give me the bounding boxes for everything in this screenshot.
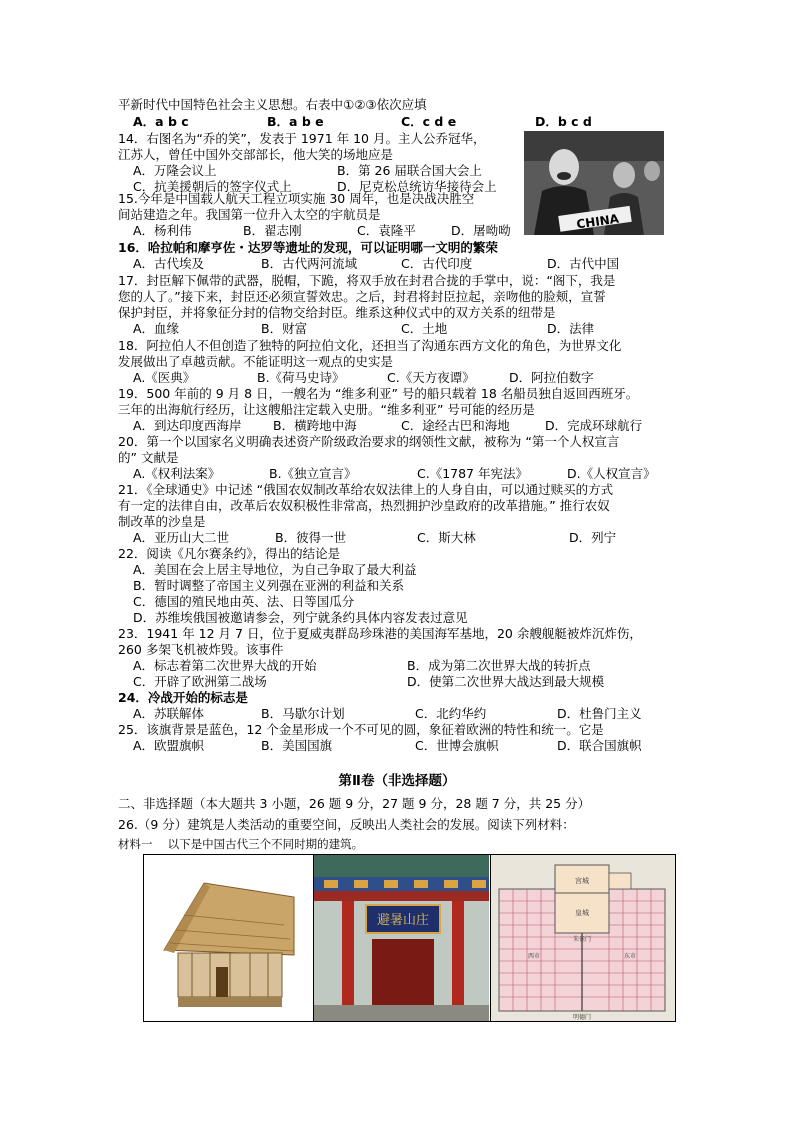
q19-option-c[interactable]: C．途经古巴和海地 — [401, 418, 510, 433]
changan-city-map-drawing — [491, 855, 675, 1021]
q15-option-d[interactable]: D．屠呦呦 — [451, 223, 511, 238]
q17-option-d[interactable]: D．法律 — [547, 321, 595, 336]
q23-option-b[interactable]: B．成为第二次世界大战的转折点 — [407, 658, 591, 673]
q18-option-d[interactable]: D．阿拉伯数字 — [509, 370, 594, 385]
q25-line-1: 25．该旗背景是蓝色，12 个金星形成一个不可见的圆，象征着欧洲的特性和统一。它是 — [118, 722, 604, 737]
q14-option-c[interactable]: C．抗美援朝后的签字仪式上 — [133, 179, 292, 194]
q19-line-1: 19．500 年前的 9 月 8 日，一艘名为 “维多利亚” 号的船只载着 18 名船员独自返回西班牙。 — [118, 386, 639, 401]
q24-option-c[interactable]: C．北约华约 — [415, 706, 487, 721]
q20-option-c[interactable]: C.《1787 年宪法》 — [417, 466, 528, 481]
map-label-mingde-gate: 明德门 — [572, 1014, 592, 1021]
q14-line-2: 江苏人，曾任中国外交部部长，他大笑的场地应是 — [118, 147, 394, 162]
q23-option-a[interactable]: A．标志着第二次世界大战的开始 — [133, 658, 317, 673]
q19-option-b[interactable]: B．横跨地中海 — [273, 418, 357, 433]
q21-option-a[interactable]: A．亚历山大二世 — [133, 530, 230, 545]
q16-options — [133, 256, 693, 272]
q13-option-a[interactable]: A．a b c — [133, 114, 189, 129]
q26-line: 26.（9 分）建筑是人类活动的重要空间，反映出人类社会的发展。阅读下列材料： — [118, 817, 575, 832]
q22-option-d[interactable]: D．苏维埃俄国被邀请参会，列宁就条约具体内容发表过意见 — [133, 610, 468, 625]
summer-resort-gate-image — [314, 855, 491, 1021]
q20-option-b[interactable]: B.《独立宣言》 — [269, 466, 357, 481]
thatched-hut-image — [144, 855, 314, 1021]
q14-option-d[interactable]: D．尼克松总统访华接待会上 — [337, 179, 497, 194]
q23-options — [133, 658, 693, 690]
q20-options — [133, 466, 693, 482]
summer-resort-plaque-text: 避暑山庄 — [376, 913, 430, 928]
map-label-west-market: 西市 — [527, 953, 541, 960]
q17-line-3: 保护封臣，并将象征分封的信物交给封臣。维系这种仪式中的双方关系的纽带是 — [118, 305, 556, 320]
q14-option-b[interactable]: B．第 26 届联合国大会上 — [337, 163, 482, 178]
q21-option-c[interactable]: C．斯大林 — [417, 530, 476, 545]
q16-line-1: 16．哈拉帕和摩亨佐・达罗等遗址的发现，可以证明哪一文明的繁荣 — [118, 240, 498, 255]
q25-options — [133, 738, 693, 754]
q24-option-a[interactable]: A．苏联解体 — [133, 706, 205, 721]
q20-option-d[interactable]: D.《人权宣言》 — [567, 466, 656, 481]
q19-options — [133, 418, 693, 434]
q17-option-b[interactable]: B．财富 — [261, 321, 308, 336]
q19-option-d[interactable]: D．完成环球航行 — [545, 418, 643, 433]
q25-option-d[interactable]: D．联合国旗帜 — [557, 738, 642, 753]
q25-option-a[interactable]: A．欧盟旗帜 — [133, 738, 205, 753]
q17-option-c[interactable]: C．土地 — [401, 321, 448, 336]
q17-line-2: 您的人了。”接下来，封臣还必须宣誓效忠。之后，封君将封臣拉起，亲吻他的脸颊，宣誓 — [118, 289, 606, 304]
q16-option-c[interactable]: C．古代印度 — [401, 256, 473, 271]
q18-option-b[interactable]: B.《荷马史诗》 — [257, 370, 345, 385]
map-label-east-market: 东市 — [623, 953, 637, 960]
thatched-hut-drawing — [144, 855, 312, 1021]
building-images-frame — [143, 854, 676, 1022]
changan-city-map-image — [491, 855, 675, 1021]
q15-line-1: 15.今年是中国载人航天工程立项实施 30 周年，也是决战决胜空 — [118, 191, 475, 206]
q24-option-b[interactable]: B．马歇尔计划 — [261, 706, 345, 721]
q18-option-c[interactable]: C.《天方夜谭》 — [387, 370, 475, 385]
q16-option-b[interactable]: B．古代两河流域 — [261, 256, 358, 271]
q17-options — [133, 321, 693, 337]
map-label-zhuque-gate: 朱雀门 — [572, 936, 592, 943]
q15-option-c[interactable]: C．袁隆平 — [357, 223, 416, 238]
part2-title: 第Ⅱ卷（非选择题） — [338, 773, 456, 789]
q23-option-d[interactable]: D．使第二次世界大战达到最大规模 — [407, 674, 605, 689]
china-sign-text: CHINA — [575, 211, 620, 232]
q23-option-c[interactable]: C．开辟了欧洲第二战场 — [133, 674, 267, 689]
q20-option-a[interactable]: A.《权利法案》 — [133, 466, 221, 481]
q16-option-d[interactable]: D．古代中国 — [547, 256, 620, 271]
intro-line: 平新时代中国特色社会主义思想。右表中①②③依次应填 — [118, 97, 427, 112]
q21-option-b[interactable]: B．彼得一世 — [275, 530, 347, 545]
q18-options — [133, 370, 693, 386]
q21-line-3: 制改革的沙皇是 — [118, 514, 206, 529]
q13-options — [133, 114, 693, 130]
q25-option-c[interactable]: C．世博会旗帜 — [415, 738, 499, 753]
q14-option-a[interactable]: A．万隆会议上 — [133, 163, 217, 178]
q21-line-2: 有一定的法律自由，改革后农奴积极性非常高，热烈拥护沙皇政府的改革措施。” 推行农奴 — [118, 498, 610, 513]
q22-option-c[interactable]: C．德国的殖民地由英、法、日等国瓜分 — [133, 594, 355, 609]
summer-resort-gate-drawing — [314, 855, 489, 1021]
q22-option-a[interactable]: A．美国在会上居主导地位，为自己争取了最大利益 — [133, 562, 417, 577]
q22-option-b[interactable]: B．暂时调整了帝国主义列强在亚洲的利益和关系 — [133, 578, 405, 593]
q23-line-2: 260 多架飞机被炸毁。该事件 — [118, 642, 284, 657]
q23-line-1: 23．1941 年 12 月 7 日，位于夏威夷群岛珍珠港的美国海军基地，20 余艘舰艇被炸沉炸伤， — [118, 626, 642, 641]
q14-line-1: 14．右图名为“乔的笑”，发表于 1971 年 10 月。主人公乔冠华， — [118, 131, 486, 146]
q17-line-1: 17．封臣解下佩带的武器，脱帽，下跪，将双手放在封君合拢的手掌中，说：“阁下，我是 — [118, 273, 616, 288]
q15-option-a[interactable]: A．杨利伟 — [133, 223, 192, 238]
q21-line-1: 21．《全球通史》中记述 “俄国农奴制改革给农奴法律上的人身自由，可以通过赎买的方式 — [118, 482, 614, 497]
map-label-palace-city: 宫城 — [575, 877, 589, 885]
q19-option-a[interactable]: A．到达印度西海岸 — [133, 418, 242, 433]
q21-options — [133, 530, 693, 546]
q15-line-2: 间站建造之年。我国第一位升入太空的宇航员是 — [118, 207, 381, 222]
q15-options — [133, 223, 653, 239]
q13-option-c[interactable]: C．c d e — [401, 114, 457, 129]
q17-option-a[interactable]: A．血缘 — [133, 321, 180, 336]
q22-line-1: 22．阅读《凡尔赛条约》，得出的结论是 — [118, 546, 341, 561]
q25-option-b[interactable]: B．美国国旗 — [261, 738, 333, 753]
q18-line-2: 发展做出了卓越贡献。不能证明这一观点的史实是 — [118, 354, 394, 369]
q16-option-a[interactable]: A．古代埃及 — [133, 256, 205, 271]
material1-caption: 材料一 以下是中国古代三个不同时期的建筑。 — [118, 837, 364, 851]
q13-option-d[interactable]: D．b c d — [535, 114, 592, 129]
q18-line-1: 18．阿拉伯人不但创造了独特的阿拉伯文化，还担当了沟通东西方文化的角色，为世界文化 — [118, 338, 622, 353]
qiao-laugh-photo-drawing — [524, 131, 664, 235]
q24-option-d[interactable]: D．杜鲁门主义 — [557, 706, 642, 721]
q18-option-a[interactable]: A.《医典》 — [133, 370, 196, 385]
q20-line-2: 的” 文献是 — [118, 450, 179, 465]
map-label-imperial-city: 皇城 — [575, 909, 589, 917]
qiao-laugh-photo — [524, 131, 664, 235]
q15-option-b[interactable]: B．翟志刚 — [243, 223, 302, 238]
q22-options — [133, 562, 693, 626]
q24-line-1: 24．冷战开始的标志是 — [118, 690, 248, 705]
part2-instruction: 二、非选择题（本大题共 3 小题，26 题 9 分，27 题 9 分，28 题 7 分，共 25 分） — [118, 796, 591, 811]
q24-options — [133, 706, 693, 722]
q19-line-2: 三年的出海航行经历，让这艘船注定载入史册。“维多利亚” 号可能的经历是 — [118, 402, 535, 417]
q13-option-b[interactable]: B．a b e — [267, 114, 324, 129]
q21-option-d[interactable]: D．列宁 — [569, 530, 617, 545]
q20-line-1: 20．第一个以国家名义明确表述资产阶级政治要求的纲领性文献，被称为 “第一个人权宣言 — [118, 434, 620, 449]
